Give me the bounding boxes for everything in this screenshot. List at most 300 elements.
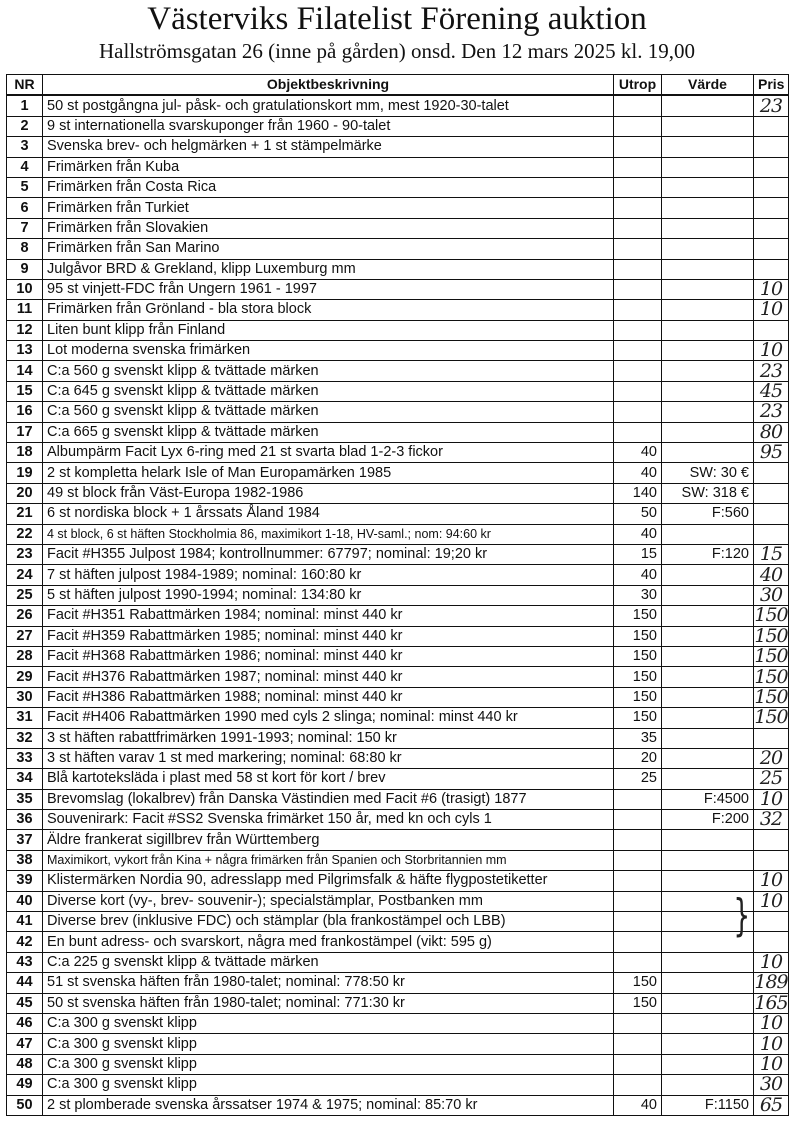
lot-description: C:a 665 g svenskt klipp & tvättade märken <box>43 422 614 442</box>
lot-utrop <box>614 259 662 279</box>
table-row <box>7 1013 789 1033</box>
lot-number: 10 <box>7 279 43 299</box>
lot-pris: 150 <box>754 707 788 728</box>
lot-varde: SW: 30 € <box>662 463 754 483</box>
lot-description: Facit #H359 Rabattmärken 1985; nominal: minst 440 kr <box>43 626 614 646</box>
table-row <box>7 259 789 279</box>
table-row <box>7 646 789 666</box>
table-row <box>7 157 789 177</box>
lot-description: Klistermärken Nordia 90, adresslapp med Pilgrimsfalk & häfte flygpostetiketter <box>43 871 614 891</box>
lot-utrop: 40 <box>614 463 662 483</box>
table-row <box>7 565 789 585</box>
lot-utrop <box>614 932 662 952</box>
lot-description: Frimärken från San Marino <box>43 239 614 259</box>
table-row <box>7 687 789 707</box>
lot-pris: 30 <box>754 1075 789 1095</box>
lot-varde <box>662 973 754 993</box>
lot-utrop <box>614 279 662 299</box>
table-row <box>7 606 789 626</box>
table-header-row <box>7 75 789 96</box>
lot-utrop: 150 <box>614 973 662 993</box>
lot-pris <box>754 177 789 197</box>
lot-utrop <box>614 789 662 809</box>
lot-utrop: 40 <box>614 565 662 585</box>
lot-pris <box>754 157 789 177</box>
lot-utrop: 150 <box>614 667 662 687</box>
table-row <box>7 789 789 809</box>
lot-description: 51 st svenska häften från 1980-talet; nominal: 778:50 kr <box>43 973 614 993</box>
lot-description: 49 st block från Väst-Europa 1982-1986 <box>43 483 614 503</box>
lot-description: 2 st kompletta helark Isle of Man Europamärken 1985 <box>43 463 614 483</box>
lot-utrop <box>614 157 662 177</box>
lot-varde <box>662 524 754 544</box>
lot-description: 4 st block, 6 st häften Stockholmia 86, maximikort 1-18, HV-saml.; nom: 94:60 kr <box>43 524 614 544</box>
lot-varde <box>662 381 754 401</box>
table-row <box>7 504 789 524</box>
lot-pris: 65 <box>754 1095 789 1115</box>
lot-number: 42 <box>7 932 43 952</box>
table-row <box>7 1034 789 1054</box>
lot-number: 19 <box>7 463 43 483</box>
lot-number: 49 <box>7 1075 43 1095</box>
lot-utrop: 20 <box>614 748 662 768</box>
lot-description: Diverse brev (inklusive FDC) och stämplar (bla frankostämpel och LBB) <box>43 912 614 932</box>
lot-varde <box>662 708 754 728</box>
lot-description: Frimärken från Slovakien <box>43 218 614 238</box>
lot-description: 9 st internationella svarskuponger från 1960 - 90-talet <box>43 116 614 136</box>
lot-utrop <box>614 830 662 850</box>
lot-description: C:a 645 g svenskt klipp & tvättade märken <box>43 381 614 401</box>
lot-number: 35 <box>7 789 43 809</box>
lot-number: 40 <box>7 891 43 911</box>
lot-varde <box>662 259 754 279</box>
lot-number: 17 <box>7 422 43 442</box>
table-row <box>7 1095 789 1115</box>
lot-varde <box>662 198 754 218</box>
lot-number: 41 <box>7 912 43 932</box>
lot-pris <box>754 850 789 870</box>
lot-pris <box>754 504 789 524</box>
lot-number: 6 <box>7 198 43 218</box>
table-row <box>7 239 789 259</box>
lot-varde <box>662 279 754 299</box>
table-row <box>7 381 789 401</box>
lot-description: Facit #H406 Rabattmärken 1990 med cyls 2 slinga; nominal: minst 440 kr <box>43 708 614 728</box>
lot-varde <box>662 157 754 177</box>
lot-number: 18 <box>7 443 43 463</box>
lot-description: En bunt adress- och svarskort, några med frankostämpel (vikt: 595 g) <box>43 932 614 952</box>
lot-description: C:a 560 g svenskt klipp & tvättade märken <box>43 402 614 422</box>
lot-varde <box>662 830 754 850</box>
lot-utrop: 40 <box>614 443 662 463</box>
lot-description: Frimärken från Turkiet <box>43 198 614 218</box>
table-row <box>7 279 789 299</box>
lot-varde <box>662 952 754 972</box>
lot-varde: F:200 <box>662 810 754 830</box>
table-row <box>7 95 789 116</box>
table-row <box>7 993 789 1013</box>
lot-description: Souvenirark: Facit #SS2 Svenska frimärket 150 år, med kn och cyls 1 <box>43 810 614 830</box>
table-row <box>7 177 789 197</box>
lot-utrop: 15 <box>614 544 662 564</box>
lot-utrop <box>614 361 662 381</box>
lot-varde <box>662 993 754 1013</box>
lot-varde <box>662 361 754 381</box>
lot-number: 1 <box>7 95 43 116</box>
lot-description: Liten bunt klipp från Finland <box>43 320 614 340</box>
lot-pris: 15 <box>754 544 789 564</box>
lot-pris <box>754 137 789 157</box>
lot-pris: 150 <box>754 626 788 647</box>
lot-pris: 20 <box>754 748 789 768</box>
lot-number: 20 <box>7 483 43 503</box>
lot-number: 8 <box>7 239 43 259</box>
lot-pris: 10 <box>754 1013 789 1033</box>
lot-description: Diverse kort (vy-, brev- souvenir-); specialstämplar, Postbanken mm <box>43 891 614 911</box>
table-row <box>7 218 789 238</box>
page-subtitle: Hallströmsgatan 26 (inne på gården) onsd. Den 12 mars 2025 kl. 19,00 <box>98 39 696 63</box>
table-row <box>7 524 789 544</box>
lot-description: 3 st häften rabattfrimärken 1991-1993; nominal: 150 kr <box>43 728 614 748</box>
table-row <box>7 728 789 748</box>
lot-description: Lot moderna svenska frimärken <box>43 341 614 361</box>
page-title: Västerviks Filatelist Förening auktion <box>147 1 647 37</box>
lot-utrop: 40 <box>614 524 662 544</box>
lot-pris <box>754 239 789 259</box>
lot-number: 45 <box>7 993 43 1013</box>
lot-varde <box>662 422 754 442</box>
lot-pris: 10 <box>754 871 789 891</box>
lot-number: 13 <box>7 341 43 361</box>
table-row <box>7 198 789 218</box>
lot-utrop <box>614 850 662 870</box>
lot-varde <box>662 626 754 646</box>
lot-pris: 10 <box>754 952 789 972</box>
lot-pris: 32 <box>754 810 789 830</box>
lot-number: 9 <box>7 259 43 279</box>
lot-description: Frimärken från Kuba <box>43 157 614 177</box>
lot-pris: 30 <box>754 585 789 605</box>
lot-varde <box>662 585 754 605</box>
lot-description: 7 st häften julpost 1984-1989; nominal: 160:80 kr <box>43 565 614 585</box>
table-row <box>7 830 789 850</box>
lot-number: 37 <box>7 830 43 850</box>
lot-utrop <box>614 422 662 442</box>
auction-table <box>6 74 789 1116</box>
lot-number: 36 <box>7 810 43 830</box>
lot-varde <box>662 748 754 768</box>
column-header-varde: Värde <box>662 75 754 96</box>
lot-pris: 10 <box>754 279 789 299</box>
lot-varde <box>662 1034 754 1054</box>
lot-number: 24 <box>7 565 43 585</box>
lot-varde <box>662 341 754 361</box>
table-row <box>7 341 789 361</box>
lot-description: Maximikort, vykort från Kina + några frimärken från Spanien och Storbritannien mm <box>43 850 614 870</box>
lot-pris: 150 <box>754 666 788 688</box>
lot-number: 16 <box>7 402 43 422</box>
table-row <box>7 850 789 870</box>
lot-pris <box>754 218 789 238</box>
lot-pris <box>754 259 789 279</box>
lot-varde <box>662 177 754 197</box>
lot-pris <box>754 320 789 340</box>
lot-utrop <box>614 952 662 972</box>
lot-number: 11 <box>7 300 43 320</box>
table-row <box>7 585 789 605</box>
lot-number: 47 <box>7 1034 43 1054</box>
lot-number: 2 <box>7 116 43 136</box>
lot-pris: 165 <box>754 993 788 1014</box>
lot-number: 29 <box>7 667 43 687</box>
lot-varde <box>662 116 754 136</box>
lot-description: Svenska brev- och helgmärken + 1 st stämpelmärke <box>43 137 614 157</box>
table-row <box>7 544 789 564</box>
lot-pris <box>754 932 789 952</box>
lot-pris <box>754 524 789 544</box>
lot-number: 31 <box>7 708 43 728</box>
lot-varde: SW: 318 € <box>662 483 754 503</box>
lot-description: C:a 300 g svenskt klipp <box>43 1054 614 1074</box>
lot-description: Albumpärm Facit Lyx 6-ring med 21 st svarta blad 1-2-3 fickor <box>43 443 614 463</box>
lot-pris <box>754 198 789 218</box>
lot-pris: 189 <box>754 972 788 994</box>
table-row <box>7 626 789 646</box>
lot-description: 5 st häften julpost 1990-1994; nominal: 134:80 kr <box>43 585 614 605</box>
lot-utrop <box>614 239 662 259</box>
lot-number: 7 <box>7 218 43 238</box>
lot-varde <box>662 769 754 789</box>
lot-pris <box>754 912 789 932</box>
lot-varde <box>662 218 754 238</box>
lot-varde <box>662 1013 754 1033</box>
table-row <box>7 361 789 381</box>
lot-utrop <box>614 341 662 361</box>
lot-utrop <box>614 116 662 136</box>
lot-utrop: 150 <box>614 708 662 728</box>
lot-utrop <box>614 177 662 197</box>
lot-number: 48 <box>7 1054 43 1074</box>
lot-varde <box>662 95 754 116</box>
lot-number: 12 <box>7 320 43 340</box>
lot-utrop <box>614 810 662 830</box>
table-row <box>7 483 789 503</box>
lot-pris: 23 <box>754 402 789 422</box>
table-row <box>7 708 789 728</box>
lot-pris <box>754 483 789 503</box>
lot-varde <box>662 239 754 259</box>
lot-utrop: 150 <box>614 606 662 626</box>
table-row <box>7 320 789 340</box>
lot-description: C:a 300 g svenskt klipp <box>43 1075 614 1095</box>
lot-description: Facit #H351 Rabattmärken 1984; nominal: minst 440 kr <box>43 606 614 626</box>
lot-number: 15 <box>7 381 43 401</box>
lot-utrop <box>614 912 662 932</box>
lot-varde: F:4500 <box>662 789 754 809</box>
lot-pris: 40 <box>754 565 789 585</box>
lot-utrop <box>614 1013 662 1033</box>
table-row <box>7 1075 789 1095</box>
lot-description: Frimärken från Costa Rica <box>43 177 614 197</box>
lot-description: Facit #H368 Rabattmärken 1986; nominal: minst 440 kr <box>43 646 614 666</box>
table-row <box>7 667 789 687</box>
table-row <box>7 443 789 463</box>
lot-pris <box>754 116 789 136</box>
lot-utrop: 150 <box>614 626 662 646</box>
column-header-pris: Pris <box>754 75 789 96</box>
lot-varde <box>662 300 754 320</box>
lot-description: Julgåvor BRD & Grekland, klipp Luxemburg mm <box>43 259 614 279</box>
lot-number: 30 <box>7 687 43 707</box>
lot-utrop <box>614 218 662 238</box>
table-row <box>7 1054 789 1074</box>
column-header-description: Objektbeskrivning <box>43 75 614 96</box>
lot-description: Facit #H376 Rabattmärken 1987; nominal: minst 440 kr <box>43 667 614 687</box>
lot-number: 28 <box>7 646 43 666</box>
table-row <box>7 300 789 320</box>
lot-pris: 10 <box>754 300 789 320</box>
lot-number: 38 <box>7 850 43 870</box>
lot-varde: F:120 <box>662 544 754 564</box>
table-row <box>7 932 789 952</box>
table-row <box>7 402 789 422</box>
table-row <box>7 912 789 932</box>
lot-utrop <box>614 871 662 891</box>
lot-utrop <box>614 1054 662 1074</box>
lot-varde <box>662 1075 754 1095</box>
lot-number: 33 <box>7 748 43 768</box>
lot-varde <box>662 850 754 870</box>
lot-utrop <box>614 300 662 320</box>
lot-varde <box>662 565 754 585</box>
lot-number: 34 <box>7 769 43 789</box>
lot-description: C:a 560 g svenskt klipp & tvättade märken <box>43 361 614 381</box>
lot-description: C:a 300 g svenskt klipp <box>43 1013 614 1033</box>
lot-varde <box>662 137 754 157</box>
lot-varde <box>662 402 754 422</box>
table-row <box>7 810 789 830</box>
lot-pris <box>754 728 789 748</box>
lot-utrop <box>614 891 662 911</box>
lot-varde <box>662 728 754 748</box>
lot-varde <box>662 667 754 687</box>
lot-description: Facit #H386 Rabattmärken 1988; nominal: minst 440 kr <box>43 687 614 707</box>
lot-utrop <box>614 95 662 116</box>
table-body <box>7 95 789 1115</box>
lot-utrop: 25 <box>614 769 662 789</box>
lot-varde <box>662 606 754 626</box>
lot-utrop <box>614 320 662 340</box>
lot-number: 23 <box>7 544 43 564</box>
lot-varde <box>662 1054 754 1074</box>
lot-varde: F:560 <box>662 504 754 524</box>
lot-number: 39 <box>7 871 43 891</box>
lot-pris: 23 <box>754 95 789 116</box>
table-row <box>7 748 789 768</box>
lot-description: Frimärken från Grönland - bla stora block <box>43 300 614 320</box>
table-row <box>7 871 789 891</box>
lot-number: 50 <box>7 1095 43 1115</box>
lot-pris: 23 <box>754 361 789 381</box>
lot-utrop: 30 <box>614 585 662 605</box>
lot-number: 5 <box>7 177 43 197</box>
lot-pris: 10 <box>754 341 789 361</box>
lot-number: 3 <box>7 137 43 157</box>
lot-number: 26 <box>7 606 43 626</box>
lot-number: 46 <box>7 1013 43 1033</box>
table-row <box>7 891 789 911</box>
lot-pris: 150 <box>754 605 788 627</box>
lot-number: 43 <box>7 952 43 972</box>
lot-varde: F:1150 <box>662 1095 754 1115</box>
lot-description: 6 st nordiska block + 1 årssats Åland 1984 <box>43 504 614 524</box>
lot-description: Blå kartoteksläda i plast med 58 st kort för kort / brev <box>43 769 614 789</box>
lot-number: 32 <box>7 728 43 748</box>
lot-varde <box>662 871 754 891</box>
table-row <box>7 769 789 789</box>
lot-description: Äldre frankerat sigillbrev från Württemberg <box>43 830 614 850</box>
handwritten-brace-mark: } <box>733 890 751 941</box>
table-row <box>7 116 789 136</box>
table-row <box>7 137 789 157</box>
lot-pris <box>754 463 789 483</box>
lot-pris: 150 <box>754 687 788 708</box>
lot-utrop: 150 <box>614 687 662 707</box>
lot-number: 25 <box>7 585 43 605</box>
lot-pris: 25 <box>754 769 789 789</box>
lot-pris: 95 <box>754 443 789 463</box>
lot-varde <box>662 320 754 340</box>
table-row <box>7 422 789 442</box>
column-header-utrop: Utrop <box>614 75 662 96</box>
lot-pris: 10 <box>754 891 789 911</box>
lot-pris: 10 <box>754 789 789 809</box>
lot-pris: 45 <box>754 381 789 401</box>
lot-pris: 10 <box>754 1054 789 1074</box>
lot-utrop <box>614 1075 662 1095</box>
lot-utrop <box>614 402 662 422</box>
lot-utrop <box>614 137 662 157</box>
lot-number: 27 <box>7 626 43 646</box>
lot-varde <box>662 443 754 463</box>
lot-utrop: 35 <box>614 728 662 748</box>
lot-pris: 10 <box>754 1034 789 1054</box>
lot-varde <box>662 646 754 666</box>
lot-description: C:a 225 g svenskt klipp & tvättade märken <box>43 952 614 972</box>
lot-number: 14 <box>7 361 43 381</box>
lot-description: 95 st vinjett-FDC från Ungern 1961 - 1997 <box>43 279 614 299</box>
lot-description: Brevomslag (lokalbrev) från Danska Västindien med Facit #6 (trasigt) 1877 <box>43 789 614 809</box>
lot-utrop: 140 <box>614 483 662 503</box>
lot-number: 21 <box>7 504 43 524</box>
lot-utrop: 150 <box>614 993 662 1013</box>
lot-utrop: 50 <box>614 504 662 524</box>
lot-description: 2 st plomberade svenska årssatser 1974 & 1975; nominal: 85:70 kr <box>43 1095 614 1115</box>
lot-utrop: 40 <box>614 1095 662 1115</box>
lot-utrop <box>614 198 662 218</box>
lot-pris: 150 <box>754 646 788 667</box>
lot-pris: 80 <box>754 422 789 442</box>
lot-number: 44 <box>7 973 43 993</box>
lot-description: C:a 300 g svenskt klipp <box>43 1034 614 1054</box>
lot-varde <box>662 687 754 707</box>
lot-utrop <box>614 1034 662 1054</box>
column-header-nr: NR <box>7 75 43 96</box>
lot-pris <box>754 830 789 850</box>
lot-utrop <box>614 381 662 401</box>
lot-utrop: 150 <box>614 646 662 666</box>
table-row <box>7 952 789 972</box>
